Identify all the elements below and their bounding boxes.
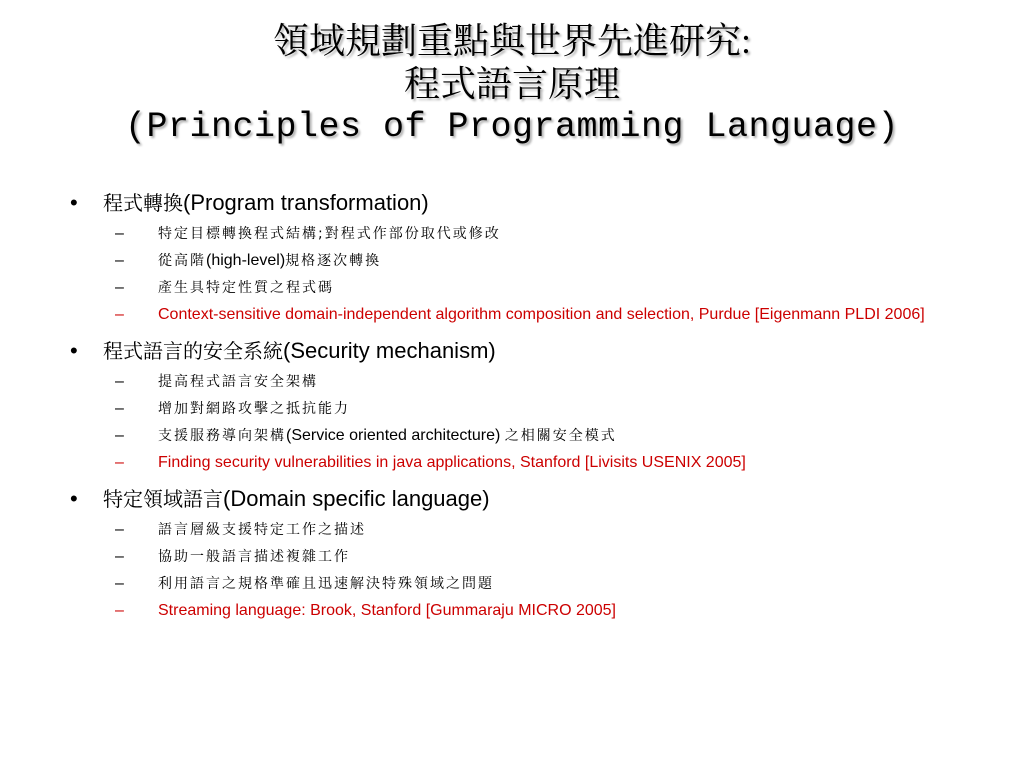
sub-item [115, 546, 970, 568]
sub-text-cjk: 利用語言之規格準確且迅速解決特殊領域之問題 [158, 576, 494, 592]
dash-icon: – [115, 306, 124, 323]
bullet-list [70, 188, 970, 622]
bullet-heading-english: (Domain specific language) [223, 486, 490, 511]
sub-item [115, 519, 970, 541]
sub-text-cjk: 從高階 [158, 253, 206, 269]
slide-title [0, 20, 1024, 149]
sub-text-cjk: 特定目標轉換程式結構;對程式作部份取代或修改 [158, 226, 501, 242]
dash-icon: – [115, 427, 124, 444]
title-line-2: 程式語言原理 [403, 64, 620, 104]
sub-item [115, 250, 970, 272]
dash-icon: – [115, 400, 124, 417]
sub-list [70, 223, 970, 326]
title-line-1: 領域規劃重點與世界先進研究: [272, 21, 751, 61]
bullet-heading-cjk: 特定領域語言 [103, 487, 223, 511]
bullet-heading-cjk: 程式語言的安全系統 [103, 339, 283, 363]
dash-icon: – [115, 225, 124, 242]
sub-item-reference [115, 600, 970, 622]
dash-icon: – [115, 373, 124, 390]
sub-item [115, 398, 970, 420]
bullet-heading-english: (Security mechanism) [283, 338, 496, 363]
sub-text-cjk: 產生具特定性質之程式碼 [158, 280, 334, 296]
bullet-icon: • [70, 486, 78, 511]
sub-item [115, 425, 970, 447]
sub-text-cjk: 規格逐次轉換 [285, 253, 382, 269]
sub-item [115, 277, 970, 299]
sub-item [115, 573, 970, 595]
bullet-icon: • [70, 190, 78, 215]
dash-icon: – [115, 602, 124, 619]
sub-text-cjk: 支援服務導向架構 [158, 428, 286, 444]
bullet-icon: • [70, 338, 78, 363]
dash-icon: – [115, 575, 124, 592]
sub-text-english: Streaming language: Brook, Stanford [Gummaraju MICRO 2005] [158, 602, 616, 619]
sub-text-english: (high-level) [206, 252, 286, 269]
sub-text-cjk: 語言層級支援特定工作之描述 [158, 522, 366, 538]
dash-icon: – [115, 279, 124, 296]
dash-icon: – [115, 252, 124, 269]
sub-text-cjk: 增加對網路攻擊之抵抗能力 [158, 401, 350, 417]
sub-text-cjk: 提高程式語言安全架構 [158, 374, 318, 390]
sub-list [70, 519, 970, 622]
sub-text-cjk: 協助一般語言描述複雜工作 [158, 549, 350, 565]
bullet-item [70, 188, 970, 218]
sub-item-reference [115, 304, 970, 326]
bullet-item [70, 484, 970, 514]
sub-text-cjk: 之相關安全模式 [504, 428, 617, 444]
bullet-heading-cjk: 程式轉換 [103, 191, 183, 215]
sub-text-english: Finding security vulnerabilities in java applications, Stanford [Livisits USENIX 2005] [158, 454, 746, 471]
sub-item [115, 371, 970, 393]
title-line-3: (Principles of Programming Language) [124, 107, 900, 147]
sub-text-english: (Service oriented architecture) [286, 427, 505, 444]
sub-list [70, 371, 970, 474]
sub-item [115, 223, 970, 245]
dash-icon: – [115, 548, 124, 565]
bullet-item [70, 336, 970, 366]
dash-icon: – [115, 454, 124, 471]
sub-text-english: Context-sensitive domain-independent algorithm composition and selection, Purdue [Eigenmann PLDI 2006] [158, 306, 925, 323]
bullet-heading-english: (Program transformation) [183, 190, 429, 215]
sub-item-reference [115, 452, 970, 474]
dash-icon: – [115, 521, 124, 538]
